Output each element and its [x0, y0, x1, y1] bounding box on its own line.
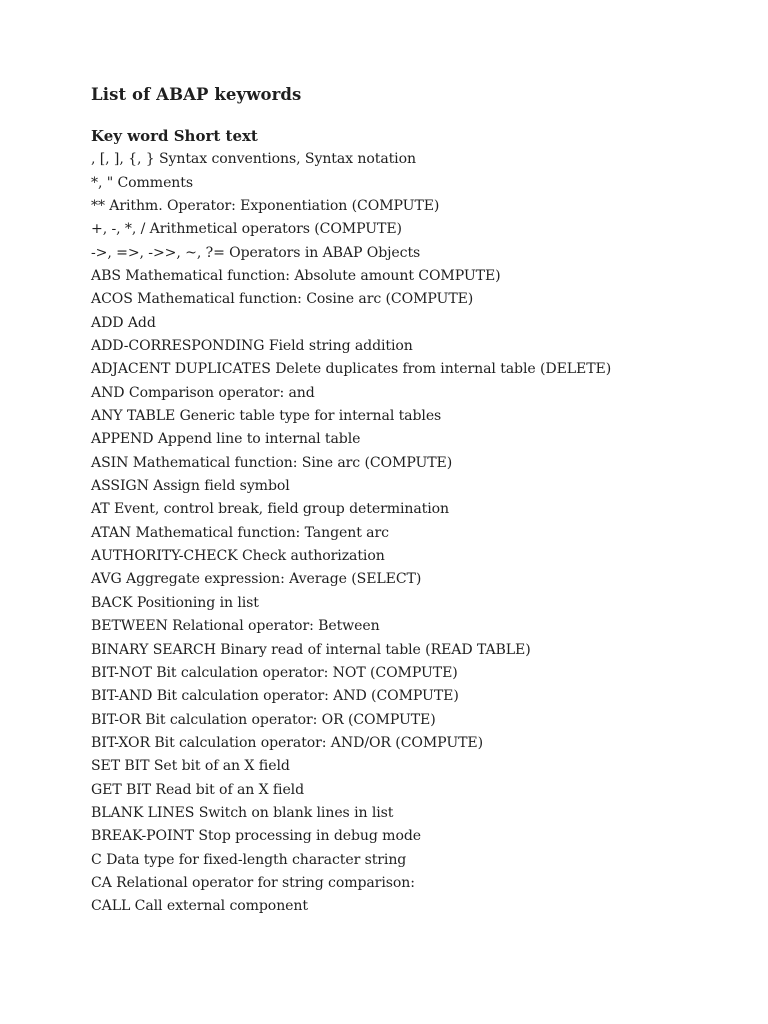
keyword-entry: ** Arithm. Operator: Exponentiation (COMPUTE) [91, 197, 440, 214]
keyword-entry: ANY TABLE Generic table type for internal tables [91, 408, 442, 425]
keyword-entry: SET BIT Set bit of an X field [91, 758, 290, 775]
keyword-entry: CA Relational operator for string comparison: [91, 874, 415, 891]
keyword-entry: ->, =>, ->>, ~, ?= Operators in ABAP Objects [91, 244, 421, 261]
keyword-entry: ACOS Mathematical function: Cosine arc (COMPUTE) [91, 291, 474, 308]
keyword-entry: ADD Add [91, 314, 156, 331]
keyword-list [91, 148, 751, 918]
keyword-entry: AT Event, control break, field group determination [91, 501, 449, 518]
keyword-entry: CALL Call external component [91, 898, 308, 915]
keyword-entry: GET BIT Read bit of an X field [91, 781, 305, 798]
keyword-entry: BREAK-POINT Stop processing in debug mode [91, 828, 421, 845]
keyword-entry: AVG Aggregate expression: Average (SELECT) [91, 571, 422, 588]
keyword-entry: AND Comparison operator: and [91, 384, 315, 401]
keyword-entry: AUTHORITY-CHECK Check authorization [91, 548, 385, 565]
keyword-entry: BIT-NOT Bit calculation operator: NOT (COMPUTE) [91, 664, 458, 681]
keyword-entry: ATAN Mathematical function: Tangent arc [91, 524, 389, 541]
document-page [91, 84, 751, 919]
keyword-entry: ADJACENT DUPLICATES Delete duplicates from internal table (DELETE) [91, 361, 612, 378]
keyword-entry: , [, ], {, } Syntax conventions, Syntax notation [91, 151, 416, 168]
keyword-entry: BIT-OR Bit calculation operator: OR (COMPUTE) [91, 711, 436, 728]
keyword-entry: ABS Mathematical function: Absolute amount COMPUTE) [91, 268, 501, 285]
keyword-entry: APPEND Append line to internal table [91, 431, 361, 448]
keyword-entry: C Data type for fixed-length character string [91, 851, 407, 868]
keyword-entry: ADD-CORRESPONDING Field string addition [91, 338, 413, 355]
keyword-entry: *, " Comments [91, 174, 193, 191]
page-title: List of ABAP keywords [91, 85, 302, 104]
keyword-entry: BLANK LINES Switch on blank lines in list [91, 804, 394, 821]
keyword-entry: BIT-AND Bit calculation operator: AND (COMPUTE) [91, 688, 459, 705]
keyword-entry: BACK Positioning in list [91, 594, 259, 611]
keyword-entry: ASIN Mathematical function: Sine arc (COMPUTE) [91, 454, 453, 471]
table-header: Key word Short text [91, 127, 258, 145]
keyword-entry: BIT-XOR Bit calculation operator: AND/OR (COMPUTE) [91, 734, 483, 751]
keyword-entry: BETWEEN Relational operator: Between [91, 618, 380, 635]
keyword-entry: BINARY SEARCH Binary read of internal table (READ TABLE) [91, 641, 531, 658]
keyword-entry: +, -, *, / Arithmetical operators (COMPUTE) [91, 221, 402, 238]
keyword-entry: ASSIGN Assign field symbol [91, 478, 290, 495]
